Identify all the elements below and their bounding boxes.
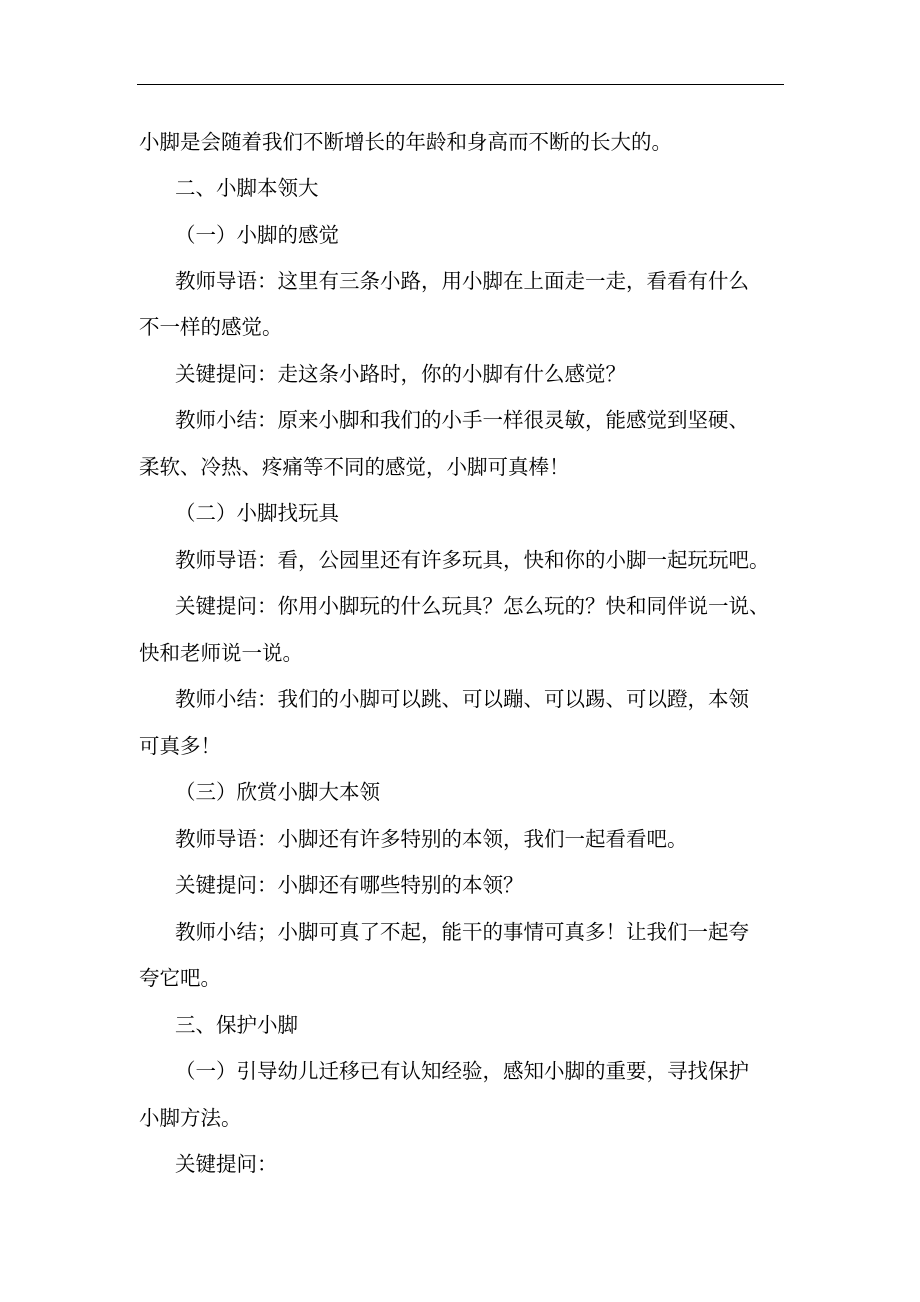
paragraph-line: 关键提问：走这条小路时，你的小脚有什么感觉？ <box>175 362 626 386</box>
paragraph-line: 夸它吧。 <box>139 966 221 990</box>
paragraph-line: 小脚方法。 <box>139 1106 242 1130</box>
paragraph-line: 小脚是会随着我们不断增长的年龄和身高而不断的长大的。 <box>139 130 672 154</box>
header-rule <box>137 84 784 85</box>
paragraph-line: 不一样的感觉。 <box>139 315 283 339</box>
paragraph-line: 教师小结：原来小脚和我们的小手一样很灵敏，能感觉到坚硬、 <box>175 408 749 432</box>
section-heading: 三、保护小脚 <box>175 1013 298 1037</box>
section-heading: 二、小脚本领大 <box>175 176 319 200</box>
paragraph-line: 教师导语：小脚还有许多特别的本领，我们一起看看吧。 <box>175 827 688 851</box>
paragraph-line: 教师导语：看，公园里还有许多玩具，快和你的小脚一起玩玩吧。 <box>175 548 770 572</box>
subsection-heading: （一）引导幼儿迁移已有认知经验，感知小脚的重要，寻找保护 <box>175 1059 749 1083</box>
paragraph-line: 教师小结：我们的小脚可以跳、可以蹦、可以踢、可以蹬，本领 <box>175 687 749 711</box>
paragraph-line: 教师小结；小脚可真了不起，能干的事情可真多！让我们一起夸 <box>175 920 749 944</box>
paragraph-line: 教师导语：这里有三条小路，用小脚在上面走一走，看看有什么 <box>175 269 749 293</box>
subsection-heading: （一）小脚的感觉 <box>175 223 339 247</box>
paragraph-line: 关键提问：你用小脚玩的什么玩具？怎么玩的？快和同伴说一说、 <box>175 594 770 618</box>
paragraph-line: 关键提问： <box>175 1152 278 1176</box>
paragraph-line: 关键提问：小脚还有哪些特别的本领？ <box>175 873 524 897</box>
paragraph-line: 快和老师说一说。 <box>139 641 303 665</box>
paragraph-line: 柔软、冷热、疼痛等不同的感觉，小脚可真棒！ <box>139 455 570 479</box>
subsection-heading: （三）欣赏小脚大本领 <box>175 780 380 804</box>
paragraph-line: 可真多！ <box>139 734 221 758</box>
subsection-heading: （二）小脚找玩具 <box>175 501 339 525</box>
